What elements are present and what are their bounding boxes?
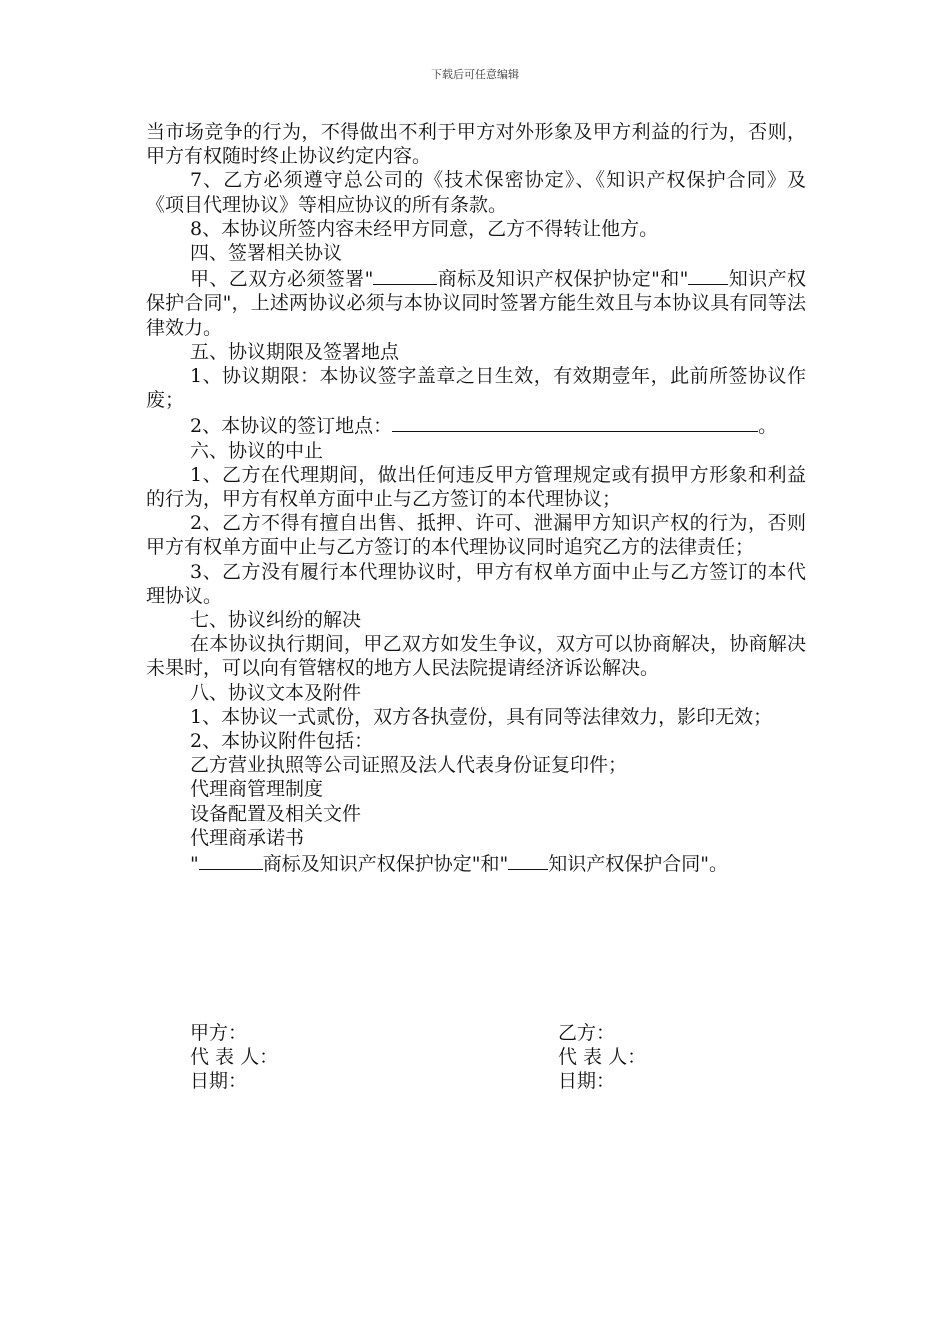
blank-underline [688,265,728,285]
blank-underline [508,850,548,870]
page-header-note: 下载后可任意编辑 [431,68,519,81]
paragraph-copies: 1、本协议一式贰份，双方各执壹份，具有同等法律效力，影印无效； [190,705,773,728]
paragraph-term: 1、协议期限：本协议签字盖章之日生效，有效期壹年，此前所签协议作废； [146,365,806,412]
paragraph-clause-7: 7、乙方必须遵守总公司的《技术保密协定》、《知识产权保护合同》及《项目代理协议》等相应协议的所有条款。 [146,169,806,216]
heading-section-7: 七、协议纠纷的解决 [190,609,362,632]
party-a-label: 甲方： [190,1022,248,1044]
heading-section-5: 五、协议期限及签署地点 [190,340,400,363]
document-body [146,120,806,876]
attachment-item [146,850,806,876]
signing-place-label: 2、本协议的签订地点： [190,415,393,438]
signature-block [190,1021,810,1094]
party-b-representative-label: 代 表 人： [558,1046,647,1069]
sign-text-middle: 商标及知识产权保护协定"和" [437,268,689,291]
heading-section-8: 八、协议文本及附件 [190,681,362,704]
attachment-item: 设备配置及相关文件 [190,802,362,825]
attachment-text-end: 知识产权保护合同"。 [548,853,728,876]
party-b-date-label: 日期： [558,1070,616,1093]
party-b-label: 乙方： [558,1022,616,1044]
blank-underline [199,850,263,870]
heading-section-4: 四、签署相关协议 [190,242,343,265]
paragraph-attachments-intro: 2、本协议附件包括： [190,730,374,753]
paragraph-signing-place [146,412,806,438]
attachment-item: 代理商管理制度 [190,778,324,801]
paragraph-suspension-1: 1、乙方在代理期间，做出任何违反甲方管理规定或有损甲方形象和利益的行为，甲方有权单方面中止与乙方签订的本代理协议； [146,463,806,511]
attachment-quote: " [190,853,199,876]
heading-section-6: 六、协议的中止 [190,439,324,462]
paragraph-clause-8: 8、本协议所签内容未经甲方同意，乙方不得转让他方。 [190,217,659,240]
attachment-item: 代理商承诺书 [190,826,305,849]
blank-underline [373,265,437,285]
party-a-representative-label: 代 表 人： [190,1046,279,1069]
signing-place-end: 。 [758,415,778,438]
paragraph-competition: 当市场竞争的行为，不得做出不利于甲方对外形象及甲方利益的行为，否则，甲方有权随时终止协议约定内容。 [146,121,806,168]
party-a-date-label: 日期： [190,1070,248,1093]
paragraph-sign-agreements [146,265,806,340]
attachment-item: 乙方营业执照等公司证照及法人代表身份证复印件； [190,754,628,777]
paragraph-suspension-3: 3、乙方没有履行本代理协议时，甲方有权单方面中止与乙方签订的本代理协议。 [146,560,806,607]
attachment-text-middle: 商标及知识产权保护协定"和" [262,853,509,876]
sign-text-end: 知识产权保护合同"，上述两协议必须与本协议同时签署方能生效且与本协议具有同等法律效力。 [146,268,806,339]
paragraph-suspension-2: 2、乙方不得有擅自出售、抵押、许可、泄漏甲方知识产权的行为，否则甲方有权单方面中止与乙方签订的本代理协议同时追究乙方的法律责任； [146,512,806,559]
paragraph-dispute: 在本协议执行期间，甲乙双方如发生争议，双方可以协商解决，协商解决未果时，可以向有管辖权的地方人民法院提请经济诉讼解决。 [146,633,806,680]
sign-text-start: 甲、乙双方必须签署" [190,268,374,291]
blank-underline [392,412,758,432]
